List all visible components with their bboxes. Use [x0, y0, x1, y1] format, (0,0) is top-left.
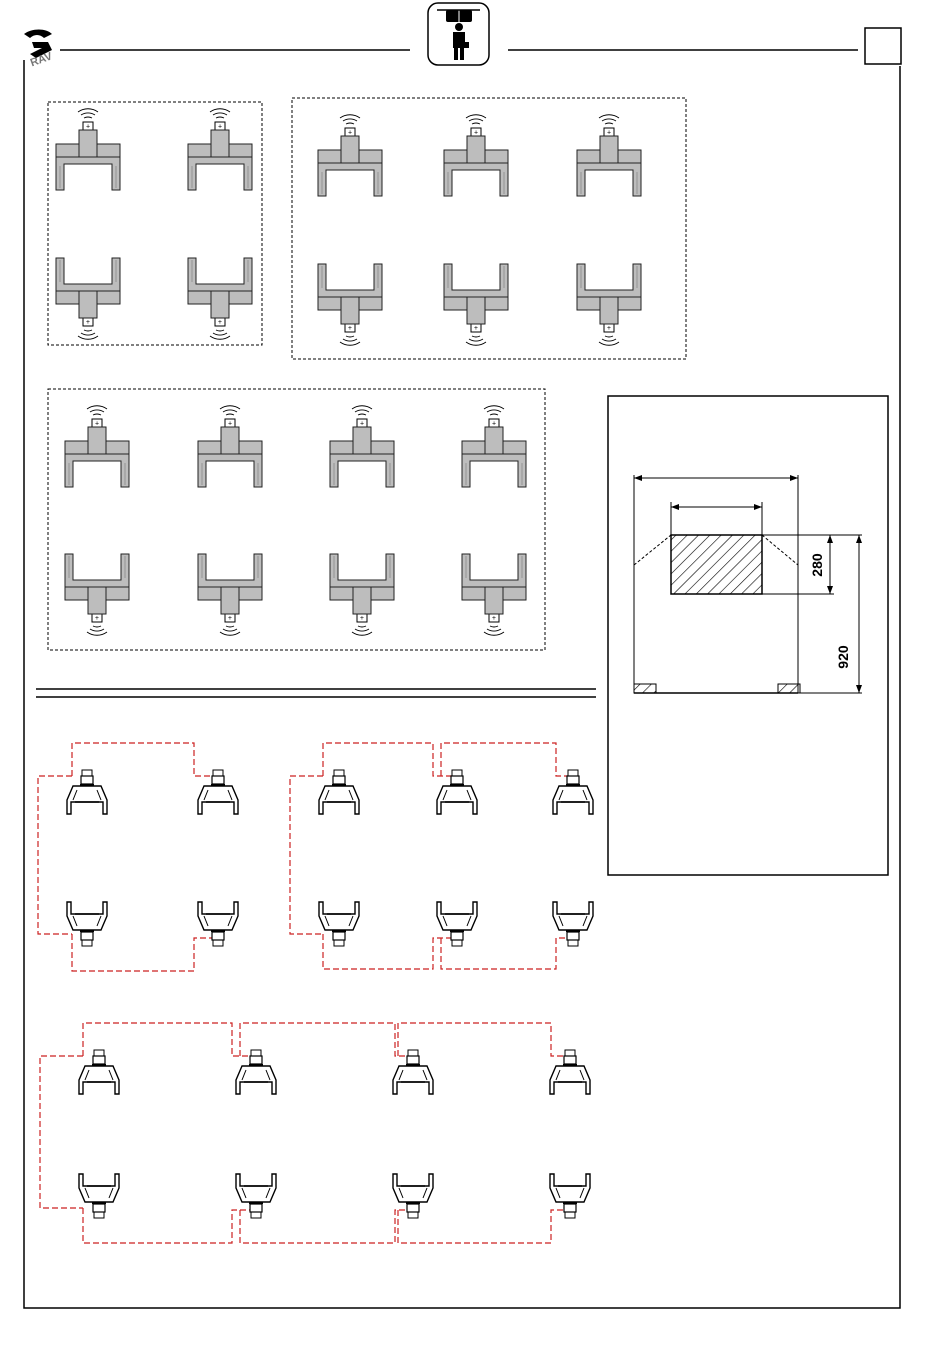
cabled-column: [198, 902, 238, 946]
lift-column: [198, 554, 262, 635]
page-marker-box: [865, 28, 901, 64]
connection-cable: [38, 743, 212, 971]
lift-column: [330, 554, 394, 635]
cabled-column: [79, 1174, 119, 1218]
cabled-column: [67, 770, 107, 814]
cabled-column: [550, 1050, 590, 1094]
lift-column: [56, 109, 120, 190]
dimension-label-280: 280: [809, 553, 825, 577]
cabled-column: [67, 902, 107, 946]
cabled-column: [79, 1050, 119, 1094]
wireless-group-4-columns: [48, 102, 262, 345]
connection-cable: [40, 1023, 568, 1243]
cabled-column: [553, 902, 593, 946]
lift-column: [188, 258, 252, 339]
lift-column: [577, 264, 641, 345]
dimension-label-920: 920: [835, 645, 851, 669]
section-divider: [36, 689, 596, 697]
cabled-column: [319, 770, 359, 814]
lift-column: [56, 258, 120, 339]
logo-lettering: RAV: [28, 50, 54, 70]
lift-column: [65, 406, 129, 487]
lift-column: [462, 406, 526, 487]
cabled-column: [437, 902, 477, 946]
lift-column: [462, 554, 526, 635]
connection-cable: [290, 743, 572, 969]
cabled-group-4-columns: [38, 743, 238, 971]
lift-column: [444, 264, 508, 345]
lift-column: [318, 115, 382, 196]
lift-column: [65, 554, 129, 635]
wireless-group-6-columns: [292, 98, 686, 359]
cabled-column: [236, 1174, 276, 1218]
lift-column: [330, 406, 394, 487]
wireless-group-8-columns: [48, 389, 545, 650]
lift-column: [444, 115, 508, 196]
lift-column: [577, 115, 641, 196]
cabled-column: [550, 1174, 590, 1218]
lift-column: [188, 109, 252, 190]
cabled-group-8-columns: [40, 1023, 590, 1243]
cabled-group-6-columns: [290, 743, 593, 969]
operator-with-remote-icon: [428, 3, 489, 65]
cabled-column: [393, 1174, 433, 1218]
page-header: [24, 3, 901, 69]
brand-logo: [24, 30, 55, 70]
lift-dimension-diagram: [608, 396, 888, 875]
lift-column: [318, 264, 382, 345]
lift-column: [198, 406, 262, 487]
cabled-column: [319, 902, 359, 946]
